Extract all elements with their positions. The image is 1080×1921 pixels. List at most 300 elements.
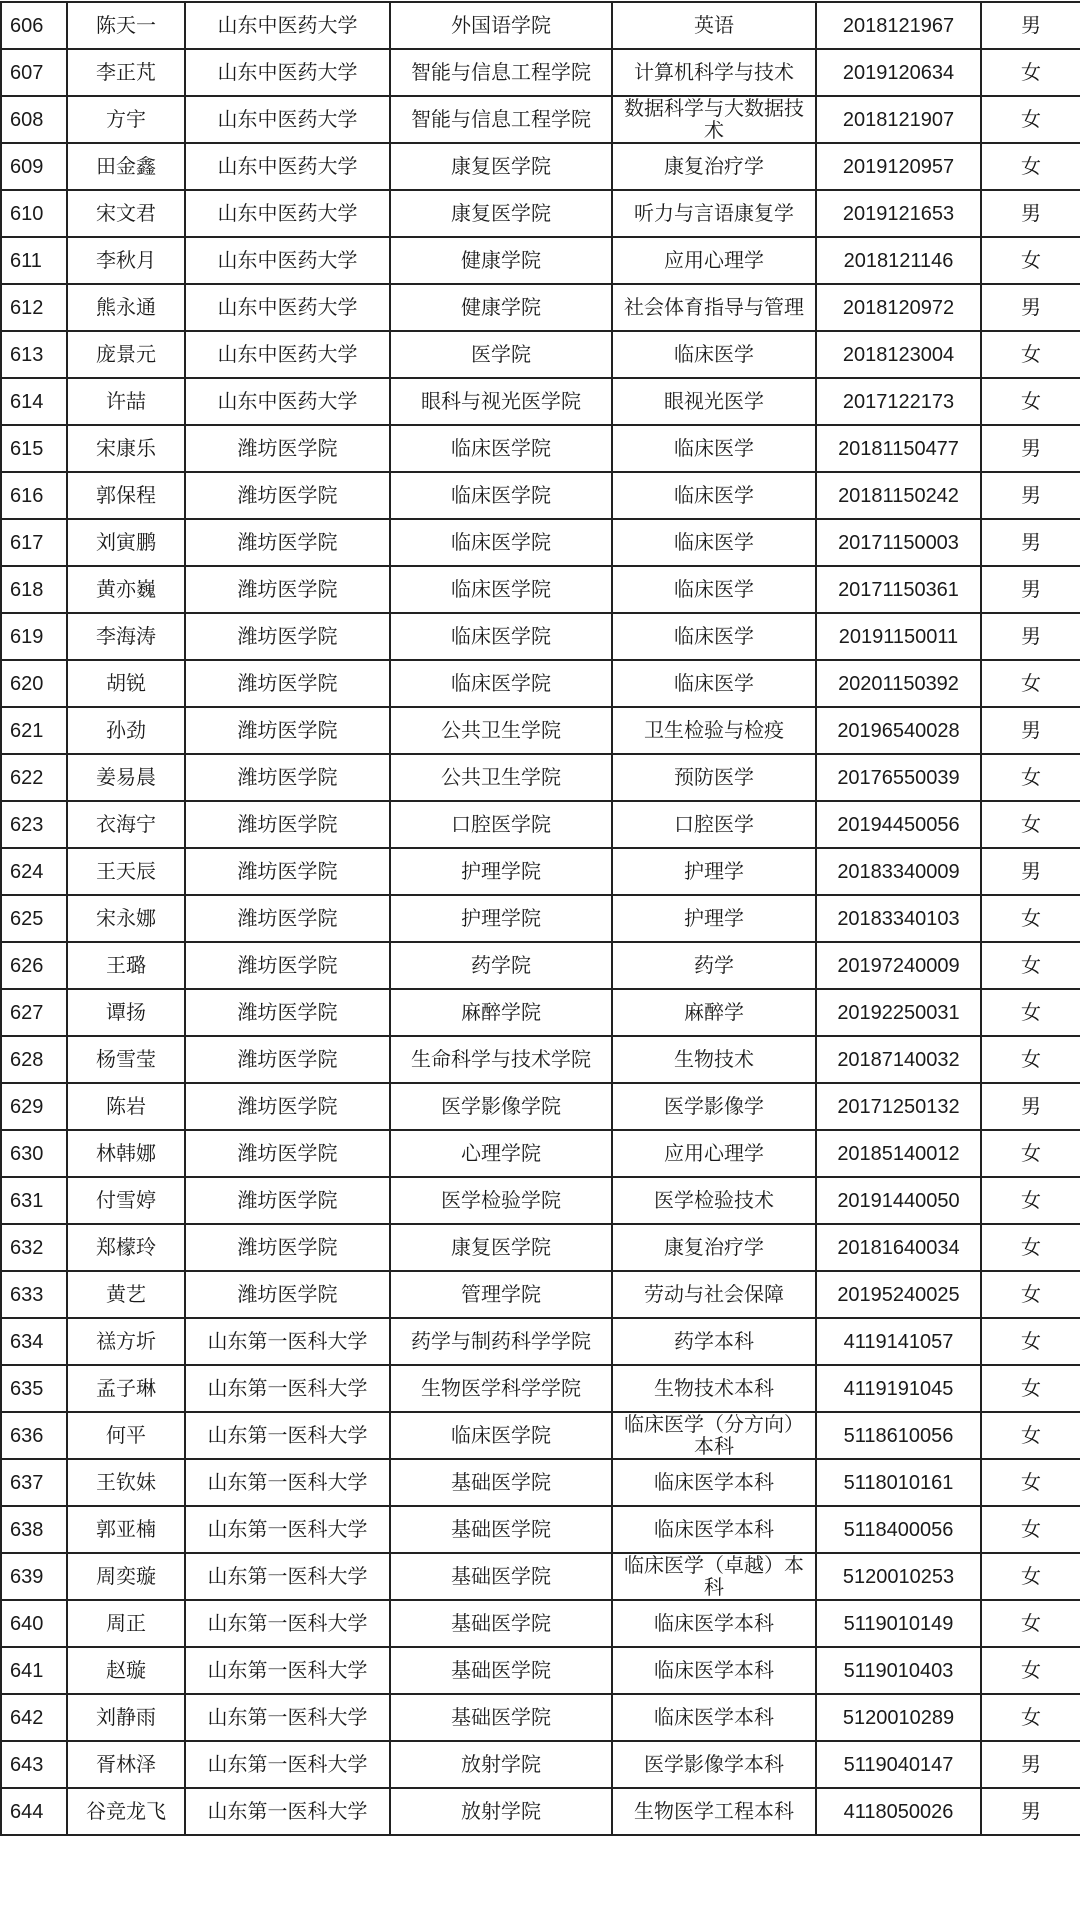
table-row	[1, 801, 1080, 848]
table-row	[1, 1224, 1080, 1271]
major-cell: 计算机科学与技术	[612, 49, 816, 96]
student-name-cell: 王钦妹	[67, 1459, 185, 1506]
student-name-cell: 宋永娜	[67, 895, 185, 942]
row-number-cell: 619	[1, 613, 67, 660]
student-id-cell: 5118010161	[816, 1459, 981, 1506]
student-id-cell: 4119141057	[816, 1318, 981, 1365]
gender-cell: 女	[981, 378, 1080, 425]
table-row	[1, 707, 1080, 754]
school-cell: 山东第一医科大学	[185, 1365, 390, 1412]
student-id-cell: 20185140012	[816, 1130, 981, 1177]
student-name-cell: 何平	[67, 1412, 185, 1459]
student-name-cell: 庞景元	[67, 331, 185, 378]
school-cell: 山东第一医科大学	[185, 1600, 390, 1647]
student-id-cell: 2018123004	[816, 331, 981, 378]
row-number-cell: 614	[1, 378, 67, 425]
row-number-cell: 612	[1, 284, 67, 331]
row-number-cell: 643	[1, 1741, 67, 1788]
student-name-cell: 衣海宁	[67, 801, 185, 848]
school-cell: 山东中医药大学	[185, 331, 390, 378]
school-cell: 潍坊医学院	[185, 848, 390, 895]
student-name-cell: 谭扬	[67, 989, 185, 1036]
table-row	[1, 566, 1080, 613]
college-cell: 临床医学院	[390, 472, 612, 519]
student-id-cell: 2019121653	[816, 190, 981, 237]
row-number-cell: 632	[1, 1224, 67, 1271]
major-cell: 社会体育指导与管理	[612, 284, 816, 331]
school-cell: 潍坊医学院	[185, 472, 390, 519]
college-cell: 放射学院	[390, 1741, 612, 1788]
row-number-cell: 618	[1, 566, 67, 613]
school-cell: 潍坊医学院	[185, 1130, 390, 1177]
table-row	[1, 1600, 1080, 1647]
school-cell: 潍坊医学院	[185, 707, 390, 754]
college-cell: 基础医学院	[390, 1506, 612, 1553]
major-cell: 生物医学工程本科	[612, 1788, 816, 1835]
table-row	[1, 660, 1080, 707]
gender-cell: 女	[981, 660, 1080, 707]
school-cell: 山东中医药大学	[185, 49, 390, 96]
student-name-cell: 郑檬玲	[67, 1224, 185, 1271]
student-id-cell: 20194450056	[816, 801, 981, 848]
gender-cell: 女	[981, 942, 1080, 989]
row-number-cell: 616	[1, 472, 67, 519]
major-cell: 药学本科	[612, 1318, 816, 1365]
gender-cell: 男	[981, 613, 1080, 660]
gender-cell: 女	[981, 1224, 1080, 1271]
gender-cell: 女	[981, 1506, 1080, 1553]
college-cell: 基础医学院	[390, 1694, 612, 1741]
row-number-cell: 622	[1, 754, 67, 801]
school-cell: 潍坊医学院	[185, 613, 390, 660]
major-cell: 临床医学本科	[612, 1694, 816, 1741]
college-cell: 康复医学院	[390, 190, 612, 237]
student-id-cell: 20191150011	[816, 613, 981, 660]
row-number-cell: 640	[1, 1600, 67, 1647]
student-name-cell: 李正芃	[67, 49, 185, 96]
row-number-cell: 639	[1, 1553, 67, 1600]
student-id-cell: 5120010289	[816, 1694, 981, 1741]
school-cell: 山东第一医科大学	[185, 1412, 390, 1459]
school-cell: 山东第一医科大学	[185, 1741, 390, 1788]
college-cell: 康复医学院	[390, 143, 612, 190]
school-cell: 潍坊医学院	[185, 660, 390, 707]
major-cell: 劳动与社会保障	[612, 1271, 816, 1318]
college-cell: 智能与信息工程学院	[390, 96, 612, 143]
major-cell: 临床医学	[612, 472, 816, 519]
major-cell: 英语	[612, 2, 816, 49]
gender-cell: 男	[981, 1788, 1080, 1835]
row-number-cell: 628	[1, 1036, 67, 1083]
student-name-cell: 田金鑫	[67, 143, 185, 190]
student-id-cell: 20181640034	[816, 1224, 981, 1271]
major-cell: 临床医学	[612, 519, 816, 566]
college-cell: 麻醉学院	[390, 989, 612, 1036]
student-id-cell: 5119040147	[816, 1741, 981, 1788]
table-row	[1, 1412, 1080, 1459]
major-cell: 临床医学本科	[612, 1459, 816, 1506]
table-row	[1, 1788, 1080, 1835]
school-cell: 山东第一医科大学	[185, 1647, 390, 1694]
school-cell: 潍坊医学院	[185, 1271, 390, 1318]
student-name-cell: 方宇	[67, 96, 185, 143]
school-cell: 山东中医药大学	[185, 190, 390, 237]
college-cell: 医学影像学院	[390, 1083, 612, 1130]
gender-cell: 男	[981, 848, 1080, 895]
school-cell: 潍坊医学院	[185, 566, 390, 613]
table-row	[1, 895, 1080, 942]
school-cell: 山东第一医科大学	[185, 1788, 390, 1835]
student-id-cell: 20183340009	[816, 848, 981, 895]
student-name-cell: 刘静雨	[67, 1694, 185, 1741]
table-row	[1, 1741, 1080, 1788]
school-cell: 山东第一医科大学	[185, 1553, 390, 1600]
gender-cell: 女	[981, 895, 1080, 942]
gender-cell: 女	[981, 1600, 1080, 1647]
college-cell: 口腔医学院	[390, 801, 612, 848]
college-cell: 临床医学院	[390, 1412, 612, 1459]
row-number-cell: 638	[1, 1506, 67, 1553]
student-id-cell: 20191440050	[816, 1177, 981, 1224]
student-id-cell: 20201150392	[816, 660, 981, 707]
gender-cell: 女	[981, 754, 1080, 801]
gender-cell: 女	[981, 331, 1080, 378]
major-cell: 数据科学与大数据技术	[612, 96, 816, 143]
gender-cell: 男	[981, 707, 1080, 754]
major-cell: 临床医学（卓越）本科	[612, 1553, 816, 1600]
major-cell: 眼视光医学	[612, 378, 816, 425]
table-row	[1, 1130, 1080, 1177]
student-name-cell: 王璐	[67, 942, 185, 989]
major-cell: 护理学	[612, 895, 816, 942]
major-cell: 临床医学本科	[612, 1600, 816, 1647]
school-cell: 潍坊医学院	[185, 519, 390, 566]
gender-cell: 女	[981, 1694, 1080, 1741]
student-id-cell: 4118050026	[816, 1788, 981, 1835]
table-row	[1, 1459, 1080, 1506]
college-cell: 健康学院	[390, 237, 612, 284]
major-cell: 应用心理学	[612, 237, 816, 284]
table-row	[1, 1318, 1080, 1365]
student-id-cell: 2018120972	[816, 284, 981, 331]
school-cell: 山东中医药大学	[185, 237, 390, 284]
table-row	[1, 1553, 1080, 1600]
major-cell: 预防医学	[612, 754, 816, 801]
gender-cell: 女	[981, 1553, 1080, 1600]
major-cell: 麻醉学	[612, 989, 816, 1036]
student-id-cell: 2018121146	[816, 237, 981, 284]
table-body	[1, 2, 1080, 1835]
gender-cell: 女	[981, 1177, 1080, 1224]
student-name-cell: 林韩娜	[67, 1130, 185, 1177]
row-number-cell: 641	[1, 1647, 67, 1694]
table-row	[1, 2, 1080, 49]
student-name-cell: 李海涛	[67, 613, 185, 660]
school-cell: 山东第一医科大学	[185, 1459, 390, 1506]
college-cell: 生物医学科学学院	[390, 1365, 612, 1412]
row-number-cell: 617	[1, 519, 67, 566]
student-name-cell: 谷竞龙飞	[67, 1788, 185, 1835]
college-cell: 公共卫生学院	[390, 707, 612, 754]
gender-cell: 男	[981, 190, 1080, 237]
table-row	[1, 96, 1080, 143]
row-number-cell: 624	[1, 848, 67, 895]
gender-cell: 女	[981, 1647, 1080, 1694]
student-id-cell: 20197240009	[816, 942, 981, 989]
student-name-cell: 禚方圻	[67, 1318, 185, 1365]
row-number-cell: 625	[1, 895, 67, 942]
row-number-cell: 609	[1, 143, 67, 190]
major-cell: 临床医学	[612, 425, 816, 472]
gender-cell: 女	[981, 96, 1080, 143]
student-id-cell: 5120010253	[816, 1553, 981, 1600]
school-cell: 潍坊医学院	[185, 801, 390, 848]
row-number-cell: 637	[1, 1459, 67, 1506]
major-cell: 康复治疗学	[612, 143, 816, 190]
college-cell: 医学检验学院	[390, 1177, 612, 1224]
school-cell: 潍坊医学院	[185, 1083, 390, 1130]
school-cell: 潍坊医学院	[185, 754, 390, 801]
major-cell: 生物技术本科	[612, 1365, 816, 1412]
school-cell: 山东第一医科大学	[185, 1318, 390, 1365]
school-cell: 山东中医药大学	[185, 284, 390, 331]
table-row	[1, 331, 1080, 378]
college-cell: 临床医学院	[390, 660, 612, 707]
gender-cell: 女	[981, 1130, 1080, 1177]
table-row	[1, 942, 1080, 989]
major-cell: 听力与言语康复学	[612, 190, 816, 237]
table-row	[1, 472, 1080, 519]
row-number-cell: 621	[1, 707, 67, 754]
row-number-cell: 615	[1, 425, 67, 472]
student-name-cell: 胥林泽	[67, 1741, 185, 1788]
student-name-cell: 陈天一	[67, 2, 185, 49]
college-cell: 基础医学院	[390, 1459, 612, 1506]
student-name-cell: 熊永通	[67, 284, 185, 331]
student-name-cell: 陈岩	[67, 1083, 185, 1130]
row-number-cell: 610	[1, 190, 67, 237]
row-number-cell: 642	[1, 1694, 67, 1741]
college-cell: 医学院	[390, 331, 612, 378]
student-id-cell: 5119010403	[816, 1647, 981, 1694]
student-id-cell: 4119191045	[816, 1365, 981, 1412]
student-id-cell: 20195240025	[816, 1271, 981, 1318]
row-number-cell: 608	[1, 96, 67, 143]
student-name-cell: 胡锐	[67, 660, 185, 707]
major-cell: 临床医学本科	[612, 1647, 816, 1694]
student-list-table	[0, 1, 1080, 1836]
college-cell: 临床医学院	[390, 613, 612, 660]
major-cell: 临床医学	[612, 613, 816, 660]
college-cell: 健康学院	[390, 284, 612, 331]
table-row	[1, 49, 1080, 96]
row-number-cell: 626	[1, 942, 67, 989]
major-cell: 临床医学（分方向）本科	[612, 1412, 816, 1459]
row-number-cell: 636	[1, 1412, 67, 1459]
student-id-cell: 2017122173	[816, 378, 981, 425]
student-id-cell: 20196540028	[816, 707, 981, 754]
student-id-cell: 20181150242	[816, 472, 981, 519]
row-number-cell: 607	[1, 49, 67, 96]
student-name-cell: 李秋月	[67, 237, 185, 284]
table-row	[1, 190, 1080, 237]
major-cell: 药学	[612, 942, 816, 989]
school-cell: 山东第一医科大学	[185, 1506, 390, 1553]
row-number-cell: 620	[1, 660, 67, 707]
school-cell: 山东中医药大学	[185, 378, 390, 425]
table-row	[1, 1506, 1080, 1553]
student-name-cell: 宋文君	[67, 190, 185, 237]
student-id-cell: 20176550039	[816, 754, 981, 801]
row-number-cell: 633	[1, 1271, 67, 1318]
college-cell: 公共卫生学院	[390, 754, 612, 801]
school-cell: 山东第一医科大学	[185, 1694, 390, 1741]
student-name-cell: 赵璇	[67, 1647, 185, 1694]
school-cell: 潍坊医学院	[185, 942, 390, 989]
table-row	[1, 519, 1080, 566]
gender-cell: 女	[981, 237, 1080, 284]
school-cell: 潍坊医学院	[185, 425, 390, 472]
gender-cell: 男	[981, 1741, 1080, 1788]
gender-cell: 女	[981, 1036, 1080, 1083]
student-name-cell: 黄艺	[67, 1271, 185, 1318]
gender-cell: 女	[981, 989, 1080, 1036]
student-name-cell: 郭保程	[67, 472, 185, 519]
gender-cell: 男	[981, 566, 1080, 613]
student-id-cell: 5119010149	[816, 1600, 981, 1647]
major-cell: 临床医学	[612, 566, 816, 613]
student-name-cell: 郭亚楠	[67, 1506, 185, 1553]
college-cell: 临床医学院	[390, 519, 612, 566]
gender-cell: 女	[981, 1365, 1080, 1412]
gender-cell: 女	[981, 49, 1080, 96]
table-row	[1, 378, 1080, 425]
school-cell: 潍坊医学院	[185, 989, 390, 1036]
student-id-cell: 20171150003	[816, 519, 981, 566]
gender-cell: 女	[981, 1318, 1080, 1365]
row-number-cell: 611	[1, 237, 67, 284]
college-cell: 临床医学院	[390, 425, 612, 472]
college-cell: 管理学院	[390, 1271, 612, 1318]
gender-cell: 男	[981, 425, 1080, 472]
table-row	[1, 848, 1080, 895]
college-cell: 眼科与视光医学院	[390, 378, 612, 425]
college-cell: 放射学院	[390, 1788, 612, 1835]
table-row	[1, 425, 1080, 472]
major-cell: 临床医学	[612, 331, 816, 378]
row-number-cell: 644	[1, 1788, 67, 1835]
school-cell: 潍坊医学院	[185, 895, 390, 942]
student-name-cell: 孙劲	[67, 707, 185, 754]
gender-cell: 男	[981, 519, 1080, 566]
college-cell: 临床医学院	[390, 566, 612, 613]
school-cell: 山东中医药大学	[185, 143, 390, 190]
student-id-cell: 20181150477	[816, 425, 981, 472]
student-id-cell: 5118610056	[816, 1412, 981, 1459]
gender-cell: 女	[981, 1412, 1080, 1459]
college-cell: 基础医学院	[390, 1600, 612, 1647]
student-id-cell: 2019120634	[816, 49, 981, 96]
gender-cell: 女	[981, 1459, 1080, 1506]
student-id-cell: 20171250132	[816, 1083, 981, 1130]
table-row	[1, 237, 1080, 284]
student-name-cell: 杨雪莹	[67, 1036, 185, 1083]
major-cell: 临床医学本科	[612, 1506, 816, 1553]
college-cell: 外国语学院	[390, 2, 612, 49]
major-cell: 医学影像学本科	[612, 1741, 816, 1788]
row-number-cell: 613	[1, 331, 67, 378]
student-id-cell: 2018121967	[816, 2, 981, 49]
gender-cell: 男	[981, 1083, 1080, 1130]
gender-cell: 男	[981, 2, 1080, 49]
table-row	[1, 1271, 1080, 1318]
college-cell: 护理学院	[390, 848, 612, 895]
table-row	[1, 284, 1080, 331]
gender-cell: 男	[981, 284, 1080, 331]
row-number-cell: 634	[1, 1318, 67, 1365]
school-cell: 潍坊医学院	[185, 1036, 390, 1083]
student-id-cell: 5118400056	[816, 1506, 981, 1553]
row-number-cell: 630	[1, 1130, 67, 1177]
student-name-cell: 许喆	[67, 378, 185, 425]
college-cell: 生命科学与技术学院	[390, 1036, 612, 1083]
row-number-cell: 635	[1, 1365, 67, 1412]
student-name-cell: 王天辰	[67, 848, 185, 895]
student-name-cell: 姜易晨	[67, 754, 185, 801]
major-cell: 生物技术	[612, 1036, 816, 1083]
student-name-cell: 刘寅鹏	[67, 519, 185, 566]
table-row	[1, 1365, 1080, 1412]
table-row	[1, 1694, 1080, 1741]
major-cell: 护理学	[612, 848, 816, 895]
row-number-cell: 606	[1, 2, 67, 49]
row-number-cell: 629	[1, 1083, 67, 1130]
student-name-cell: 黄亦巍	[67, 566, 185, 613]
college-cell: 基础医学院	[390, 1553, 612, 1600]
table-row	[1, 1177, 1080, 1224]
college-cell: 药学院	[390, 942, 612, 989]
college-cell: 基础医学院	[390, 1647, 612, 1694]
student-name-cell: 宋康乐	[67, 425, 185, 472]
table-row	[1, 143, 1080, 190]
student-id-cell: 20183340103	[816, 895, 981, 942]
student-id-cell: 2018121907	[816, 96, 981, 143]
major-cell: 临床医学	[612, 660, 816, 707]
table-row	[1, 754, 1080, 801]
student-id-cell: 2019120957	[816, 143, 981, 190]
college-cell: 药学与制药科学学院	[390, 1318, 612, 1365]
major-cell: 医学检验技术	[612, 1177, 816, 1224]
major-cell: 应用心理学	[612, 1130, 816, 1177]
gender-cell: 女	[981, 801, 1080, 848]
student-name-cell: 周正	[67, 1600, 185, 1647]
school-cell: 山东中医药大学	[185, 2, 390, 49]
student-id-cell: 20187140032	[816, 1036, 981, 1083]
major-cell: 医学影像学	[612, 1083, 816, 1130]
table-row	[1, 1647, 1080, 1694]
gender-cell: 女	[981, 1271, 1080, 1318]
college-cell: 护理学院	[390, 895, 612, 942]
college-cell: 康复医学院	[390, 1224, 612, 1271]
table-row	[1, 989, 1080, 1036]
row-number-cell: 623	[1, 801, 67, 848]
student-name-cell: 付雪婷	[67, 1177, 185, 1224]
row-number-cell: 627	[1, 989, 67, 1036]
student-name-cell: 周奕璇	[67, 1553, 185, 1600]
school-cell: 潍坊医学院	[185, 1177, 390, 1224]
student-id-cell: 20171150361	[816, 566, 981, 613]
student-id-cell: 20192250031	[816, 989, 981, 1036]
